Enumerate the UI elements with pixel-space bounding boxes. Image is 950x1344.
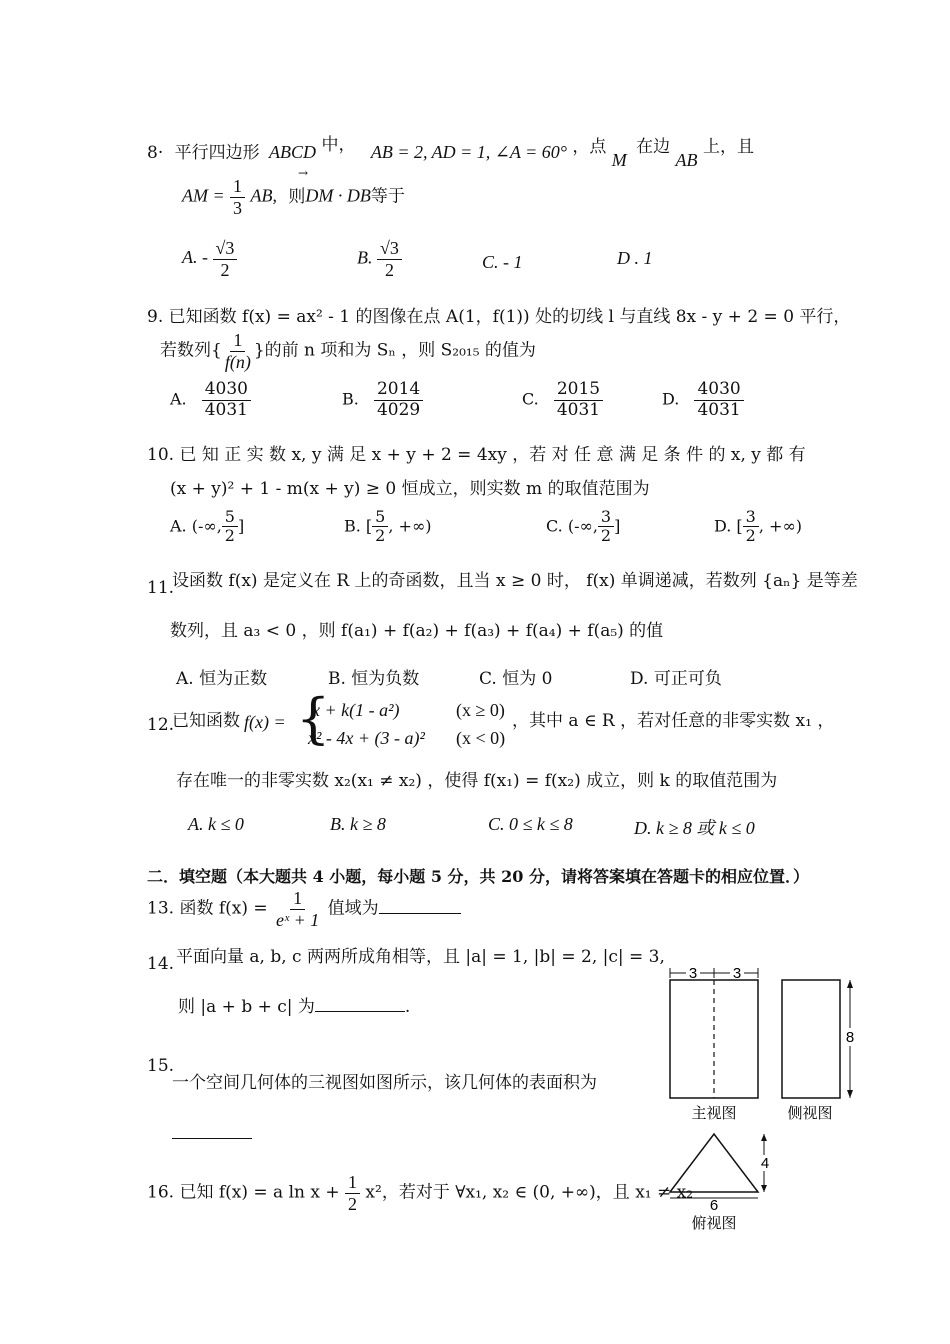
q10-c-den: 2 (600, 526, 612, 546)
q10-option-b-frac (372, 508, 388, 546)
q8-abcd: ABCD (269, 142, 317, 162)
q9-line1: 9. 已知函数 f(x) = ax² - 1 的图像在点 A(1，f(1)) 处的切线 l 与直线 8x - y + 2 = 0 平行， (147, 307, 851, 327)
q16-line1-b: x²，若对于 ∀x₁, x₂ ∈ (0, +∞)，且 x₁ ≠ x₂ (365, 1182, 694, 1203)
q8-zaibian: 在边 (636, 137, 671, 157)
q10-option-a-pre: A. (-∞, (170, 516, 222, 536)
q10-option-b-pre: B. [ (344, 516, 373, 536)
q12-option-d: D. k ≥ 8 或 k ≤ 0 (634, 818, 755, 838)
q9-option-c-frac (554, 380, 603, 420)
q8-line2 (182, 176, 405, 218)
q9-frac-num: 1 (230, 330, 245, 352)
q10-option-c-pre: C. (-∞, (546, 516, 598, 536)
q14-line2 (178, 992, 410, 1017)
q14-line2-a: 则 |a + b + c| 为 (178, 997, 315, 1017)
three-view-diagram (660, 960, 870, 1240)
q15-number: 15. (147, 1056, 175, 1076)
q10-option-c (546, 508, 620, 546)
top-dim-arrow-bottom (761, 1185, 767, 1192)
q16-fraction (345, 1172, 360, 1214)
q8-shangqie: 上，且 (702, 137, 754, 157)
q12-fx: f(x) = (244, 712, 286, 732)
q10-line2: (x + y)² + 1 - m(x + y) ≥ 0 恒成立，则实数 m 的取值范围为 (170, 479, 650, 499)
q14-line2-b: . (404, 997, 411, 1017)
q14-answer-blank[interactable] (315, 995, 405, 1012)
q11-line1: 设函数 f(x) 是定义在 R 上的奇函数，且当 x ≥ 0 时， f(x) 单调递减，若数列 {aₙ} 是等差 (172, 571, 858, 591)
top-dim-4: 4 (760, 1155, 770, 1172)
q8-dengyu: 等于 (370, 186, 405, 207)
q8-option-b-label: B. (357, 247, 373, 268)
q12-line2: 存在唯一的非零实数 x₂(x₁ ≠ x₂) ，使得 f(x₁) = f(x₂) 成立，则 k 的取值范围为 (176, 771, 778, 791)
q8-fraction (230, 176, 245, 218)
q13-frac-num: 1 (290, 888, 305, 910)
q10-d-num: 3 (743, 508, 759, 527)
q9-option-d-label: D. (662, 389, 680, 409)
q12-text-b: ，其中 a ∈ R ，若对任意的非零实数 x₁ ， (512, 711, 835, 731)
section2-heading: 二．填空题（本大题共 4 小题，每小题 5 分，共 20 分，请将答案填在答题卡的相应位置．） (147, 867, 809, 886)
q9-options (170, 380, 870, 430)
q8-option-a (182, 238, 237, 280)
q11-option-a: A. 恒为正数 (176, 669, 268, 689)
q10-a-den: 2 (224, 526, 235, 546)
q9-option-c-label: C. (522, 389, 539, 409)
q8-vector-arrow: → (298, 166, 309, 180)
q16-frac-num: 1 (345, 1172, 360, 1194)
q8-line1: 8· 平行四边形 ABCD 中， AB = 2, AD = 1, ∠A = 60° ，点 M 在边 AB 上，且 (147, 135, 754, 170)
q12-text-a: 已知函数 (172, 711, 240, 731)
q8-point-m: M (611, 150, 627, 170)
q10-option-b-post: , +∞) (388, 516, 432, 536)
q8-option-b-frac (377, 238, 402, 280)
q16-line (147, 1172, 693, 1214)
q10-c-num: 3 (598, 508, 614, 527)
q12-brace: { (296, 687, 331, 750)
q15-answer-blank[interactable] (172, 1138, 252, 1139)
q12-cond1: (x ≥ 0) (456, 700, 505, 720)
q12-case1: x + k(1 - a²) (312, 700, 400, 720)
q10-b-num: 5 (372, 508, 388, 527)
side-dim-arrow-top (847, 980, 853, 988)
q16-line1: 16. 已知 f(x) = a ln x + (147, 1182, 340, 1203)
q10-option-d-pre: D. [ (714, 516, 743, 536)
q9-fraction (222, 330, 254, 372)
q8-am-rhs: AB, (250, 185, 277, 206)
top-view-triangle (670, 1134, 758, 1192)
side-dim-8: 8 (845, 1029, 855, 1046)
q14-line1: 平面向量 a, b, c 两两所成角相等，且 |a| = 1, |b| = 2, |c| = 3, (176, 947, 665, 967)
q13-post: 值域为 (327, 898, 379, 919)
side-view-label: 侧视图 (787, 1105, 833, 1122)
q13-frac-den: eˣ + 1 (276, 909, 320, 930)
q9-option-b-frac (374, 380, 423, 420)
q10-line1: 10. 已 知 正 实 数 x, y 满 足 x + y + 2 = 4xy ，若 对 任 意 满 足 条 件 的 x, y 都 有 (147, 445, 806, 465)
q8-option-a-label: A. - (182, 247, 208, 268)
q8-zhong: 中， (321, 135, 356, 155)
q10-option-d-post: , +∞) (758, 516, 803, 536)
q9-option-a-frac (202, 380, 251, 420)
q9-option-b-label: B. (342, 389, 359, 409)
q11-number: 11. (147, 578, 175, 598)
q10-option-c-post: ] (614, 516, 621, 536)
q8-option-a-den: 2 (220, 259, 230, 280)
top-dim-6: 6 (709, 1197, 719, 1214)
q11-line2: 数列，且 a₃ < 0 ，则 f(a₁) + f(a₂) + f(a₃) + f(a₄) + f(a₅) 的值 (170, 621, 664, 641)
q9-line2 (160, 330, 536, 372)
q10-a-num: 5 (222, 508, 238, 527)
q12-option-c: C. 0 ≤ k ≤ 8 (488, 814, 573, 834)
q10-option-a-post: ] (237, 516, 245, 536)
q15-line1: 一个空间几何体的三视图如图所示，该几何体的表面积为 (172, 1073, 597, 1093)
q8-option-c: C. - 1 (482, 252, 523, 272)
q10-option-b (344, 508, 432, 546)
q9-option-c-num: 2015 (554, 380, 603, 401)
q11-option-b: B. 恒为负数 (328, 669, 420, 689)
q8-option-b (357, 238, 402, 280)
q9-option-a-den: 4031 (204, 399, 248, 420)
q8-dot-expression: DM · DB (305, 185, 371, 206)
q9-option-d-num: 4030 (694, 380, 743, 401)
q8-frac-num: 1 (230, 176, 245, 198)
q9-option-a (170, 380, 251, 420)
q9-option-b-num: 2014 (374, 380, 423, 401)
q9-option-d-frac (694, 380, 743, 420)
q12-case2: x² - 4x + (3 - a)² (308, 728, 425, 748)
q8-am-lhs: AM = (182, 185, 225, 206)
q10-option-d-frac (743, 508, 759, 546)
q13-pre: 13. 函数 f(x) = (147, 898, 268, 919)
q9-option-c (522, 380, 603, 420)
q9-option-c-den: 4031 (556, 399, 601, 420)
q10-option-c-frac (598, 508, 614, 546)
q10-option-a (170, 508, 244, 546)
q9-option-d-den: 4031 (697, 399, 741, 420)
q8-option-b-num: √3 (377, 238, 402, 260)
side-view-rect (782, 980, 840, 1098)
front-dim-3-right: 3 (732, 965, 742, 982)
q11-option-c: C. 恒为 0 (479, 669, 553, 689)
q8-conditions: AB = 2, AD = 1, ∠A = 60° (370, 142, 567, 162)
q16-frac-den: 2 (348, 1193, 358, 1214)
front-dim-3-left: 3 (688, 965, 698, 982)
q8-ze: 则 (288, 186, 306, 207)
q12-number: 12. (147, 715, 175, 735)
q10-option-a-frac (222, 508, 238, 546)
q9-option-b-den: 4029 (376, 399, 421, 420)
q12-cond2: (x < 0) (456, 728, 506, 748)
q12-option-a: A. k ≤ 0 (188, 814, 244, 834)
q8-option-b-den: 2 (384, 259, 394, 280)
q10-options (170, 508, 870, 554)
q9-frac-den: f(n) (224, 351, 251, 372)
q13-line (147, 888, 461, 930)
q8-ab: AB (675, 150, 698, 170)
q8-option-d: D . 1 (617, 248, 653, 268)
q8-option-a-num: √3 (213, 238, 238, 260)
q8-text: 平行四边形 (174, 143, 260, 163)
q10-d-den: 2 (745, 526, 756, 546)
q11-option-d: D. 可正可负 (630, 669, 722, 689)
q9-option-d (662, 380, 744, 420)
front-view-label: 主视图 (691, 1105, 737, 1122)
q10-b-den: 2 (375, 526, 386, 546)
side-dim-arrow-bottom (847, 1090, 853, 1098)
top-dim-arrow-top (761, 1134, 767, 1141)
q12-option-b: B. k ≥ 8 (330, 814, 386, 834)
q13-fraction (273, 888, 322, 930)
q8-options (182, 238, 882, 280)
q9-option-b (342, 380, 423, 420)
q8-option-a-frac (213, 238, 238, 280)
q8-number: 8 (147, 143, 158, 163)
top-view-label: 俯视图 (691, 1215, 737, 1232)
q10-option-d (714, 508, 802, 546)
q14-number: 14. (147, 954, 175, 974)
q9-option-a-label: A. (170, 389, 187, 409)
q9-option-a-num: 4030 (202, 380, 251, 401)
q13-answer-blank[interactable] (379, 897, 461, 914)
q9-line2-a: 若数列{ (160, 340, 222, 361)
q8-dian: ，点 (572, 137, 607, 157)
q9-line2-b: }的前 n 项和为 Sₙ ，则 S₂₀₁₅ 的值为 (253, 340, 536, 361)
q8-frac-den: 3 (233, 197, 243, 218)
